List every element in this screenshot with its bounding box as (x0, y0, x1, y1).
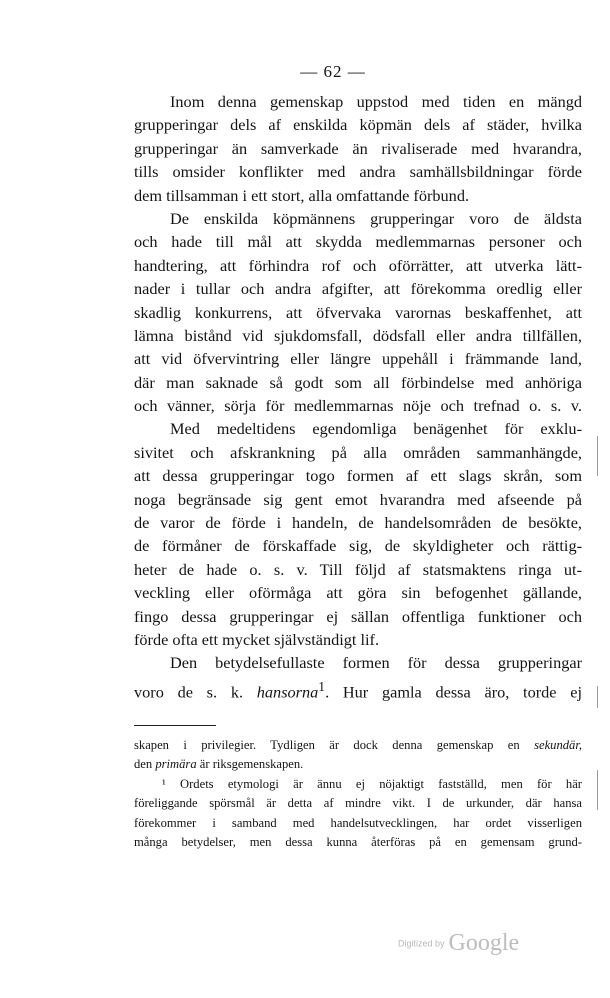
text-fragment: . Hur gamla dessa äro, torde ej (325, 682, 582, 702)
text-fragment: är riksgemenskapen. (199, 757, 304, 772)
footnote-line: många betydelser, men dessa kunna återföras på en gemensam grund- (134, 834, 582, 849)
text-line: att vid öfvervintring eller längre uppehåll i främmande land, (134, 349, 582, 369)
hansorna-term: hansorna (256, 682, 319, 702)
text-line: dem tillsamman i ett stort, alla omfattande förbund. (134, 185, 470, 205)
text-line: handtering, att förhindra rof och oförrätter, att utverka lätt- (134, 255, 582, 275)
text-line: de förmåner de förskaffade sig, de skyldigheter och rättig- (134, 536, 582, 556)
footnote-line (134, 755, 582, 774)
scan-margin-mark (597, 770, 598, 810)
text-line: heter de hade o. s. v. Till följd af statsmaktens ringa ut- (134, 559, 582, 579)
text-line: sivitet och afskrankning på alla områden sammanhängde, (134, 442, 582, 462)
text-line: lämna bistånd vid sjukdomsfall, dödsfall eller andra tillfällen, (134, 325, 582, 345)
text-fragment: den (134, 757, 153, 772)
text-line: förde ofta ett mycket självständigt lif. (134, 629, 380, 649)
text-line: där man saknade så godt som all förbindelse med anhöriga (134, 372, 582, 392)
scan-margin-mark (597, 686, 598, 708)
text-fragment: skapen i privilegier. Tydligen är dock denna gemenskap en (134, 738, 520, 752)
text-line: skadlig konkurrens, att öfvervaka varornas beskaffenhet, att (134, 302, 582, 322)
footnote-line: förekommer i samband med handelsutvecklingen, har ordet visserligen (134, 815, 582, 830)
emphasis: primära (155, 757, 197, 772)
footnote-ref: 1 (318, 678, 326, 694)
text-line: fingo dessa grupperingar ej sällan offentliga funktioner och (134, 606, 582, 626)
scan-margin-mark (597, 436, 598, 476)
text-line: Den betydelsefullaste formen för dessa grupperingar (170, 653, 582, 673)
text-line: att dessa grupperingar togo formen af ett slags skrån, som (134, 466, 582, 486)
text-line: och vänner, sörja för medlemmarnas nöje och trefnad o. s. v. (134, 396, 582, 416)
text-line: nader i tullar och andra afgifter, att förekomma oredlig eller (134, 279, 582, 299)
text-line: de varor de förde i handeln, de handelsområden de besökte, (134, 513, 582, 533)
footnote-line: föreliggande spörsmål är detta af mindre vikt. I de urkunder, där hansa (134, 796, 582, 811)
page-number: — 62 — (300, 62, 366, 81)
text-fragment: voro de s. k. (134, 682, 244, 702)
text-line: tills omsider konflikter med andra samhällsbildningar förde (134, 162, 582, 182)
text-line: De enskilda köpmännens grupperingar voro de äldsta (170, 208, 582, 228)
digitized-watermark (398, 930, 538, 960)
text-line: noga begränsade sig gent emot hvarandra med afseende på (134, 489, 582, 509)
text-line: och hade till mål att skydda medlemmarnas personer och (134, 232, 582, 252)
footnote-line: ¹ Ordets etymologi är ännu ej nöjaktigt fastställd, men för här (162, 776, 582, 791)
footnotes (134, 736, 582, 852)
text-line: Inom denna gemenskap uppstod med tiden en mängd (170, 92, 582, 111)
text-line: Med medeltidens egendomliga benägenhet för exklu- (170, 419, 582, 439)
body-text (134, 90, 582, 702)
watermark-small: Digitized by (398, 938, 445, 949)
text-line: veckling eller oförmåga att göra sin befogenhet gällande, (134, 583, 582, 603)
footnote-divider (134, 725, 216, 726)
text-line: grupperingar än samverkade än rivaliserade med hvarandra, (134, 138, 582, 158)
text-line-hansorna (134, 675, 582, 702)
google-logo: Google (448, 930, 520, 956)
emphasis: sekundär, (534, 738, 582, 752)
footnote-line (134, 736, 582, 755)
text-line: grupperingar dels af enskilda köpmän dels af städer, hvilka (134, 115, 582, 135)
